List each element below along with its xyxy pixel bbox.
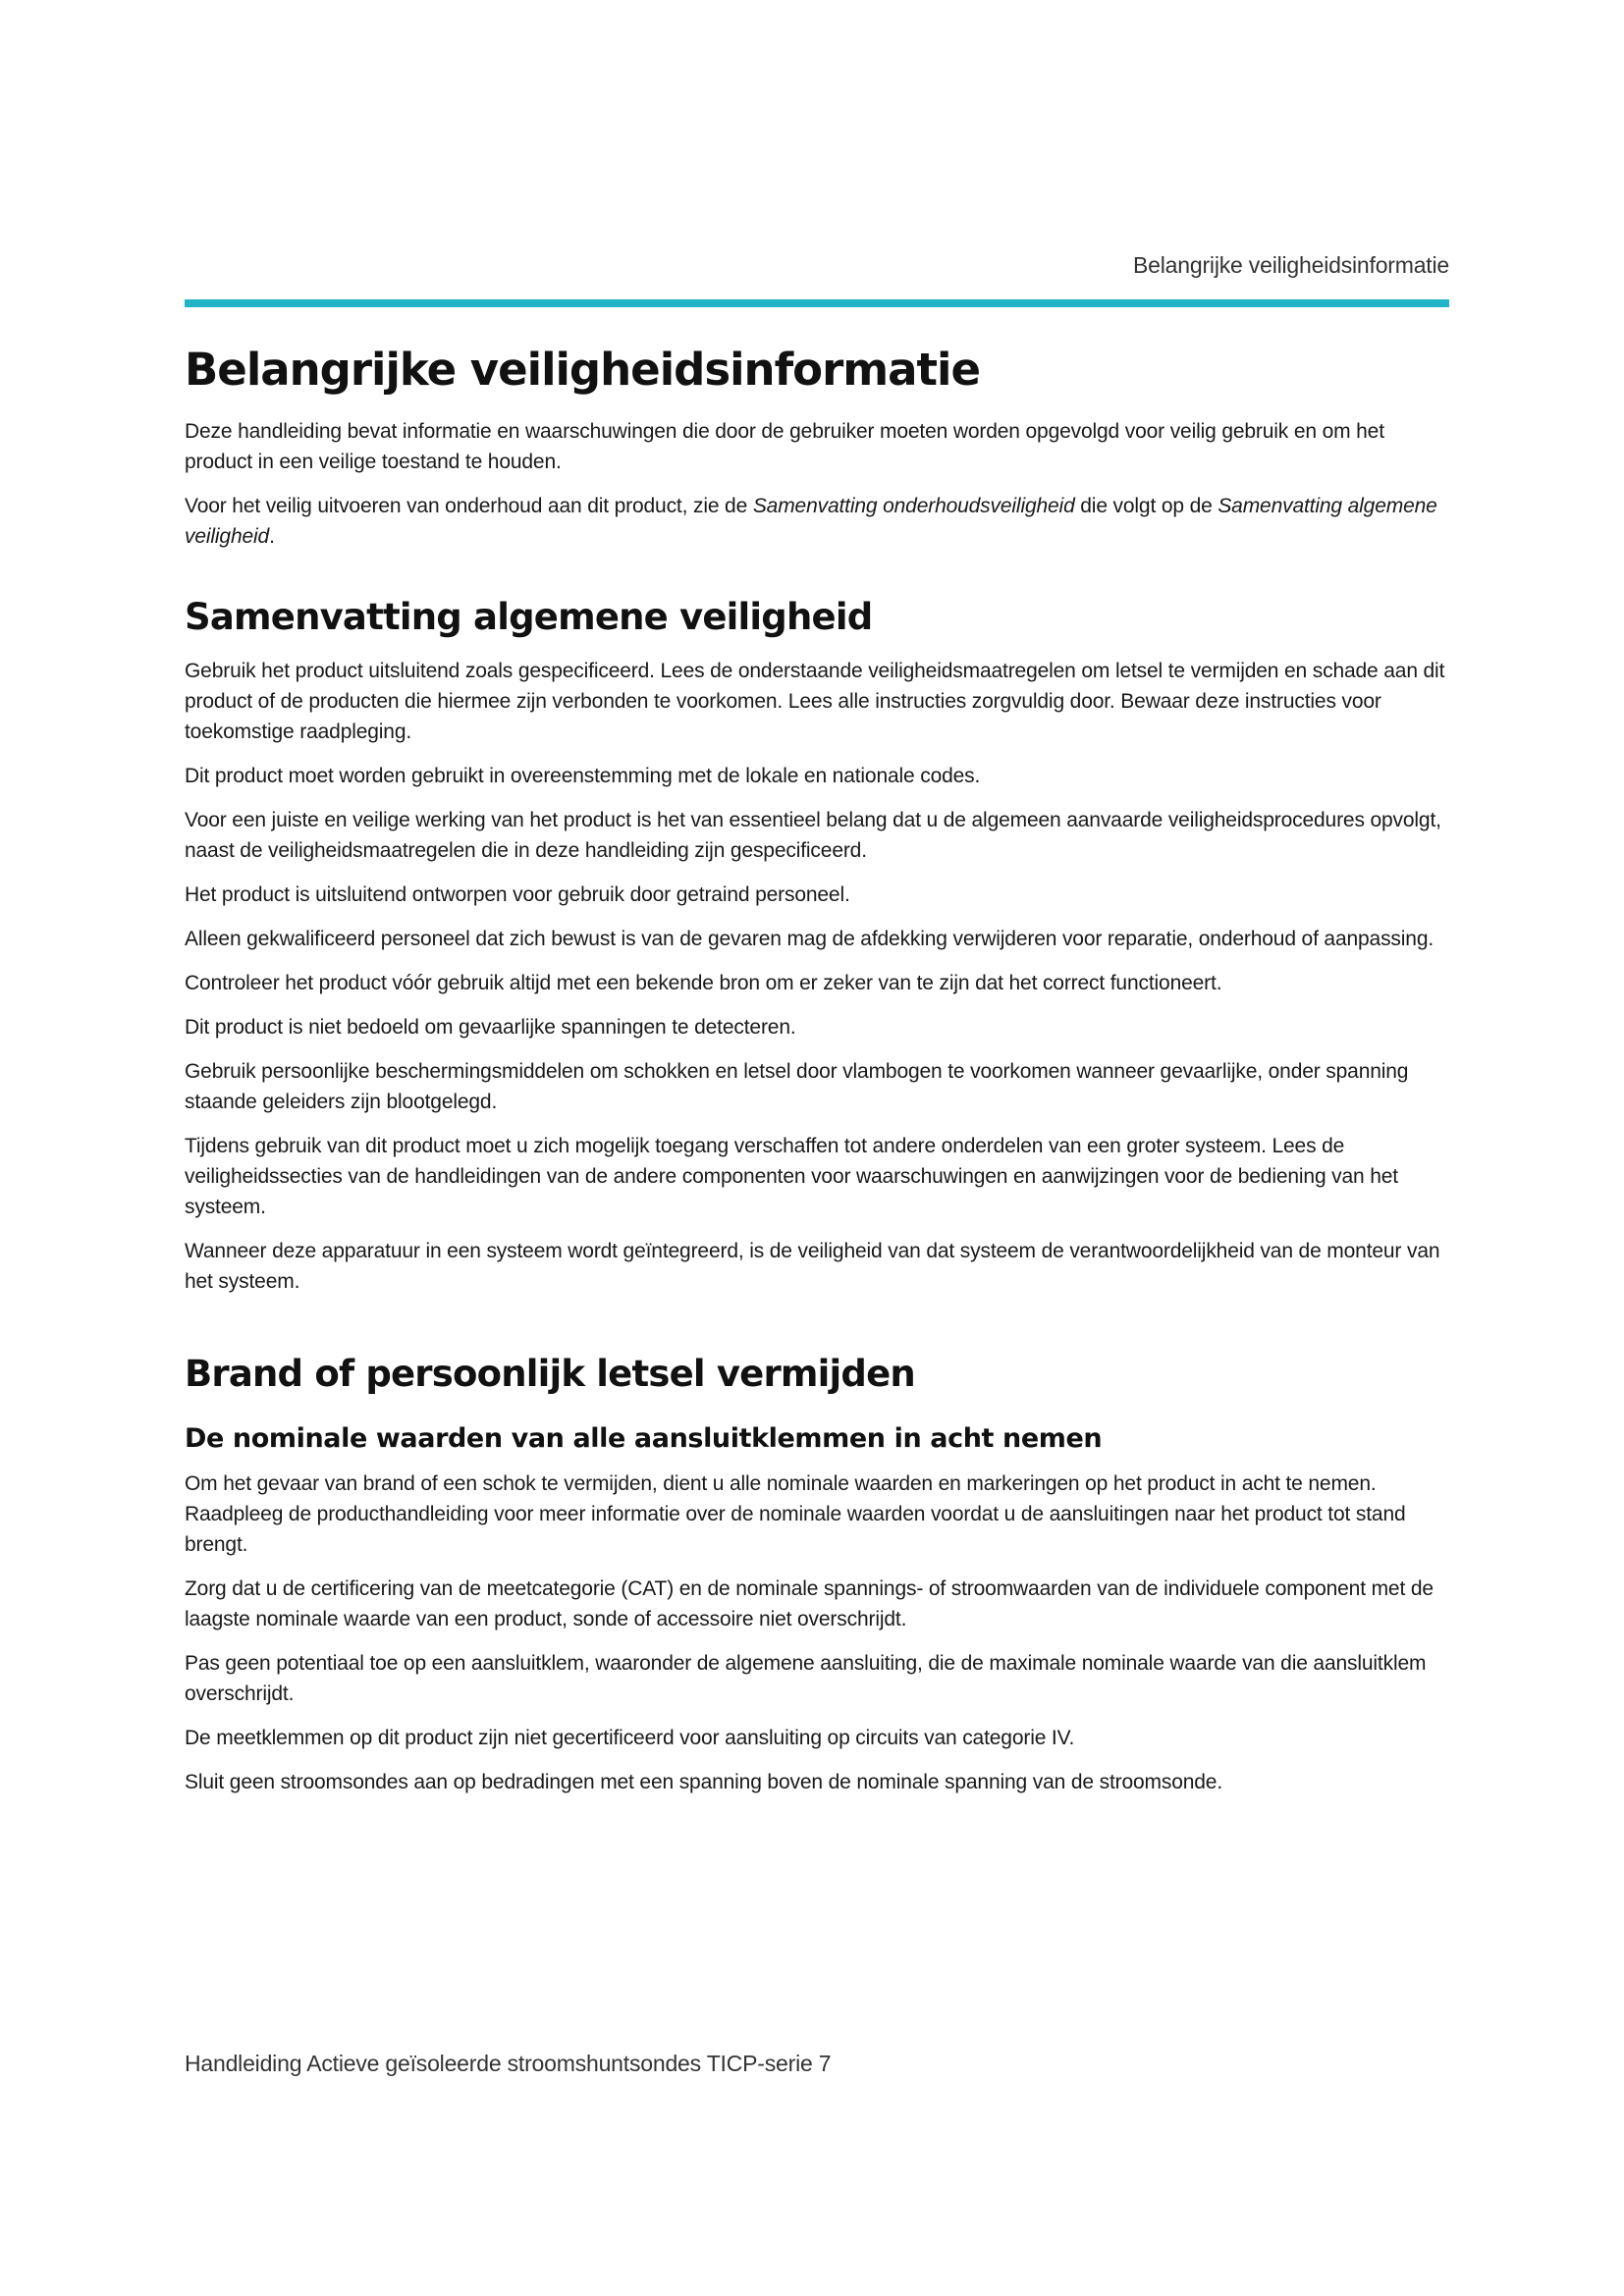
- body-paragraph: Om het gevaar van brand of een schok te vermijden, dient u alle nominale waarden en markeringen op het product in acht te nemen. Raadpleeg de producthandleiding voor meer informatie over de nominale waarden voordat u de aansluitingen naar het product tot stand brengt.: [185, 1471, 1406, 1556]
- page-footer: Handleiding Actieve geïsoleerde stroomshuntsondes TICP-serie 7: [185, 2051, 832, 2076]
- body-paragraph: Gebruik het product uitsluitend zoals gespecificeerd. Lees de onderstaande veiligheidsmaatregelen om letsel te vermijden en schade aan dit product of de producten die hiermee zijn verbonden te voorkomen. Lees alle instructies zorgvuldig door. Bewaar deze instructies voor toekomstige raadpleging.: [185, 660, 1445, 744]
- text-run: .: [269, 524, 275, 548]
- subsection-heading: De nominale waarden van alle aansluitklemmen in acht nemen: [185, 1422, 1103, 1454]
- intro-paragraph: Deze handleiding bevat informatie en waarschuwingen die door de gebruiker moeten worden opgevolgd voor veilig gebruik en om het product in een veilige toestand te houden.: [185, 419, 1384, 473]
- body-paragraph: Wanneer deze apparatuur in een systeem wordt geïntegreerd, is de veiligheid van dat systeem de verantwoordelijkheid van de monteur van het systeem.: [185, 1240, 1440, 1294]
- body-paragraph: Zorg dat u de certificering van de meetcategorie (CAT) en de nominale spannings- of stroomwaarden van de individuele component met de laagste nominale waarde van een product, sonde of accessoire niet overschrijdt.: [185, 1576, 1434, 1630]
- section-heading: Brand of persoonlijk letsel vermijden: [185, 1353, 915, 1396]
- body-paragraph: Controleer het product vóór gebruik altijd met een bekende bron om er zeker van te zijn dat het correct functioneert.: [185, 972, 1222, 995]
- section-important-safety: [185, 346, 1449, 552]
- document-page: [185, 0, 1449, 2296]
- header-rule: [185, 299, 1449, 307]
- body-paragraph: Dit product moet worden gebruikt in overeenstemming met de lokale en nationale codes.: [185, 765, 981, 788]
- page-title: Belangrijke veiligheidsinformatie: [185, 344, 980, 396]
- body-paragraph: Sluit geen stroomsondes aan op bedradingen met een spanning boven de nominale spanning van de stroomsonde.: [185, 1770, 1223, 1793]
- section-general-safety-summary: [185, 597, 1449, 1298]
- body-paragraph: Voor een juiste en veilige werking van het product is het van essentieel belang dat u de algemeen aanvaarde veiligheidsprocedures opvolgt, naast de veiligheidsmaatregelen die in deze handleiding zijn gespecificeerd.: [185, 809, 1441, 863]
- body-paragraph: De meetklemmen op dit product zijn niet gecertificeerd voor aansluiting op circuits van categorie IV.: [185, 1726, 1075, 1749]
- maintenance-reference-paragraph: [185, 491, 1449, 552]
- body-paragraph: Tijdens gebruik van dit product moet u zich mogelijk toegang verschaffen tot andere onderdelen van een groter systeem. Lees de veiligheidssecties van de handleidingen van de andere componenten voor waarschuwingen en aanwijzingen voor de bediening van het systeem.: [185, 1135, 1398, 1219]
- body-paragraph: Pas geen potentiaal toe op een aansluitklem, waaronder de algemene aansluiting, die de maximale nominale waarde van die aansluitklem overschrijdt.: [185, 1651, 1427, 1705]
- reference-general-safety: Samenvatting algemene veiligheid: [185, 494, 1437, 548]
- body-paragraph: Gebruik persoonlijke beschermingsmiddelen om schokken en letsel door vlambogen te voorkomen wanneer gevaarlijke, onder spanning staande geleiders zijn blootgelegd.: [185, 1060, 1409, 1114]
- reference-maintenance-safety: Samenvatting onderhoudsveiligheid: [752, 494, 1075, 517]
- body-paragraph: Het product is uitsluitend ontworpen voor gebruik door getraind personeel.: [185, 883, 850, 907]
- page-content: [185, 346, 1449, 1811]
- text-run: die volgt op de: [1074, 494, 1218, 517]
- section-avoid-fire-injury: [185, 1354, 1449, 1797]
- text-run: Voor het veilig uitvoeren van onderhoud aan dit product, zie de: [185, 494, 753, 517]
- body-paragraph: Alleen gekwalificeerd personeel dat zich bewust is van de gevaren mag de afdekking verwijderen voor reparatie, onderhoud of aanpassing.: [185, 928, 1435, 951]
- running-header: Belangrijke veiligheidsinformatie: [1133, 252, 1449, 278]
- body-paragraph: Dit product is niet bedoeld om gevaarlijke spanningen te detecteren.: [185, 1016, 796, 1040]
- section-heading: Samenvatting algemene veiligheid: [185, 595, 873, 638]
